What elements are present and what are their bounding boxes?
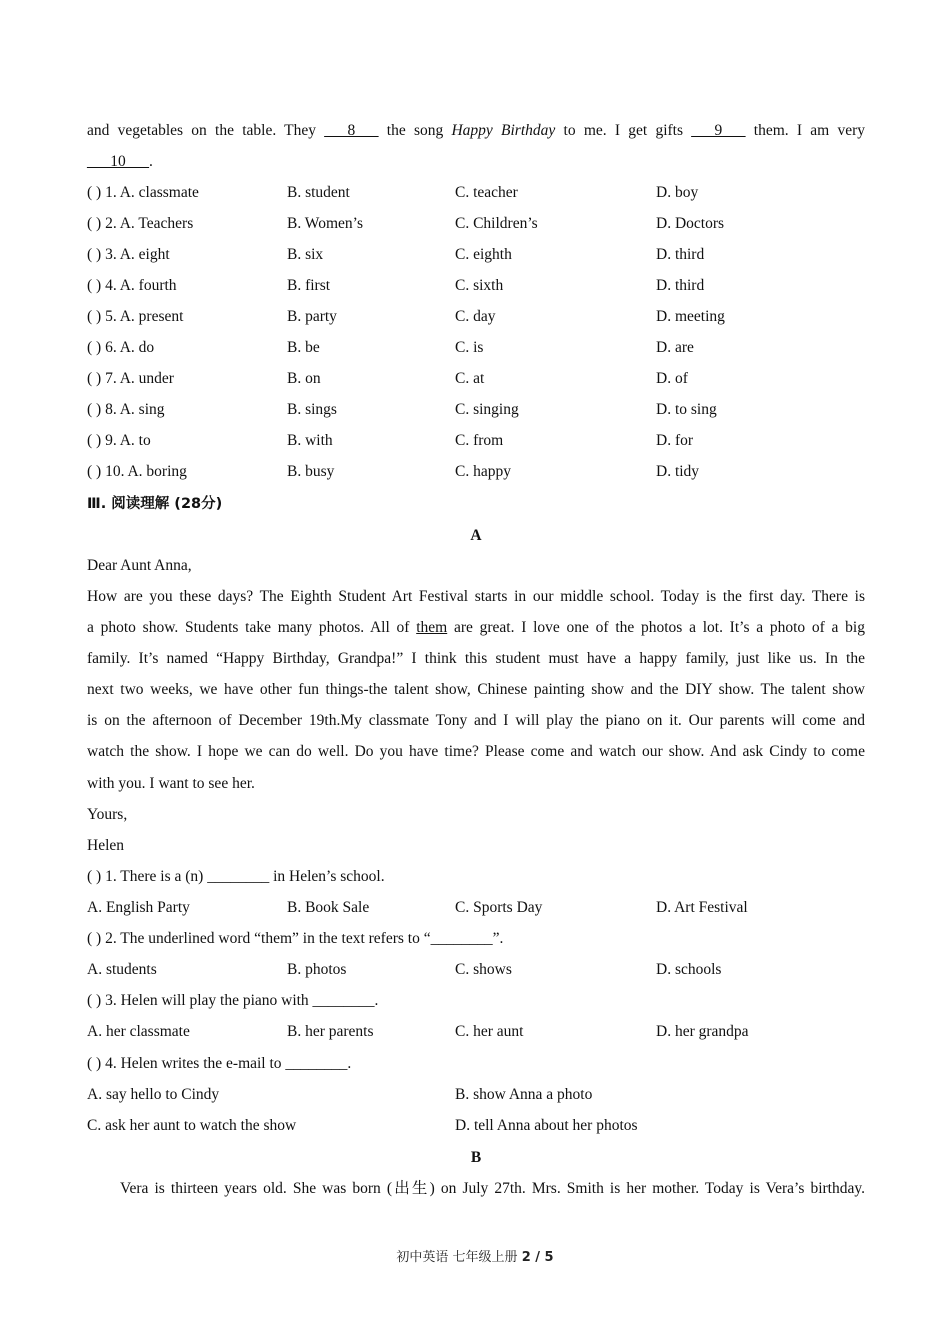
passage-line: with you. I want to see her. [87,775,255,792]
page-footer [0,1246,950,1265]
reading-question-stem: ( ) 4. Helen writes the e-mail to ________. [87,1055,352,1072]
reading-question-stem: ( ) 2. The underlined word “them” in the text refers to “________”. [87,930,504,947]
footer-course: 初中英语 七年级上册 [396,1250,522,1265]
passage-line: a photo show. Students take many photos. All of them are great. I love one of the photos a lot. It’s a photo of a big [87,619,865,636]
passage-line: next two weeks, we have other fun things-the talent show, Chinese painting show and the DIY show. The talent show [87,681,865,698]
blank-8: ___8___ [324,122,379,139]
page-number: 2 / 5 [521,1250,554,1265]
letter-signature: Helen [87,837,125,854]
passage-line: Vera is thirteen years old. She was born (出生) on July 27th. Mrs. Smith is her mother. Today is Vera’s birthday. [120,1180,865,1197]
cloze-text-line-2: ___10___. [87,153,153,170]
exam-page: and vegetables on the table. They ___8___ the song Happy Birthday to me. I get gifts ___9___ them. I am very ___10___. ( ) 1. A. classmate B. student C. teacher D. boy ( ) 2. A. Teachers B. Women’s C. Children’s D. Doctors ( ) 3. A. eight B. six C. eighth D. third ( ) 4. A. fourth B. first C. sixth D. third ( ) 5. A. present B. party C. day D. meeting ( ) 6. A. do B. be C. is D. are ( ) 7. A. under B. on C. at D. of ( ) 8. A. sing B. sings C. singing D. to sing ( ) 9. A. to B. with C. from D. for ( ) 10. A. boring B. busy C. happy D. tidy Ⅲ. 阅读理解 (28分) A Dear Aunt Anna, How are you these days? The Eighth Student Art Festival starts in our middle school. Today is the first day. There is a photo show. Students take many photos. All of them are great. I love one of the photos a lot. It’s a photo of a big family. It’s named “Happy Birthday, Grandpa!” I think this student must have a happy family, just like us. In the next two weeks, we have other fun things-the talent show, Chinese painting show and the DIY show. The talent show is on the afternoon of December 19th.My classmate Tony and I will play the piano on it. Our parents will come and watch the show. I hope we can do well. Do you have time? Please come and watch our show. And ask Cindy to come with you. I want to see her. Yours, Helen ( ) 1. There is a (n) ________ in Helen’s school. A. English Party B. Book Sale C. Sports Day D. Art Festival ( ) 2. The underlined word “them” in the text refers to “________”. A. students B. photos C. shows D. schools ( ) 3. Helen will play the piano with ________. A. her classmate B. her parents C. her aunt D. her grandpa ( ) 4. Helen writes the e-mail to ________. A. say hello to Cindy B. show Anna a photo C. ask her aunt to watch the show D. tell Anna about her photos B Vera is thirteen years old. She was born (出生) on July 27th. Mrs. Smith is her mother. Today is Vera’s birthday. 初中英语 七年级上册 2 / 5 [0,0,950,1344]
reading-question-stem: ( ) 1. There is a (n) ________ in Helen’s school. [87,868,385,885]
section-title: Ⅲ. 阅读理解 (28分) [87,496,223,512]
passage-line: How are you these days? The Eighth Student Art Festival starts in our middle school. Today is the first day. There is [87,588,865,605]
passage-label-a: A [470,527,482,544]
letter-greeting: Dear Aunt Anna, [87,557,192,574]
passage-label-b: B [470,1149,482,1166]
cloze-text-line-1: and vegetables on the table. They ___8___ the song Happy Birthday to me. I get gifts ___9___ them. I am very [87,122,865,139]
blank-9: ___9___ [691,122,746,139]
passage-line: is on the afternoon of December 19th.My classmate Tony and I will play the piano on it. Our parents will come and [87,712,865,729]
reading-question-stem: ( ) 3. Helen will play the piano with ________. [87,992,379,1009]
song-title: Happy Birthday [451,122,556,139]
letter-closing: Yours, [87,806,128,823]
underlined-word-them: them [416,619,448,636]
passage-line: family. It’s named “Happy Birthday, Grandpa!” I think this student must have a happy family, just like us. In the [87,650,865,667]
passage-line: watch the show. I hope we can do well. Do you have time? Please come and watch our show. And ask Cindy to come [87,743,865,760]
blank-10: ___10___ [87,153,149,170]
